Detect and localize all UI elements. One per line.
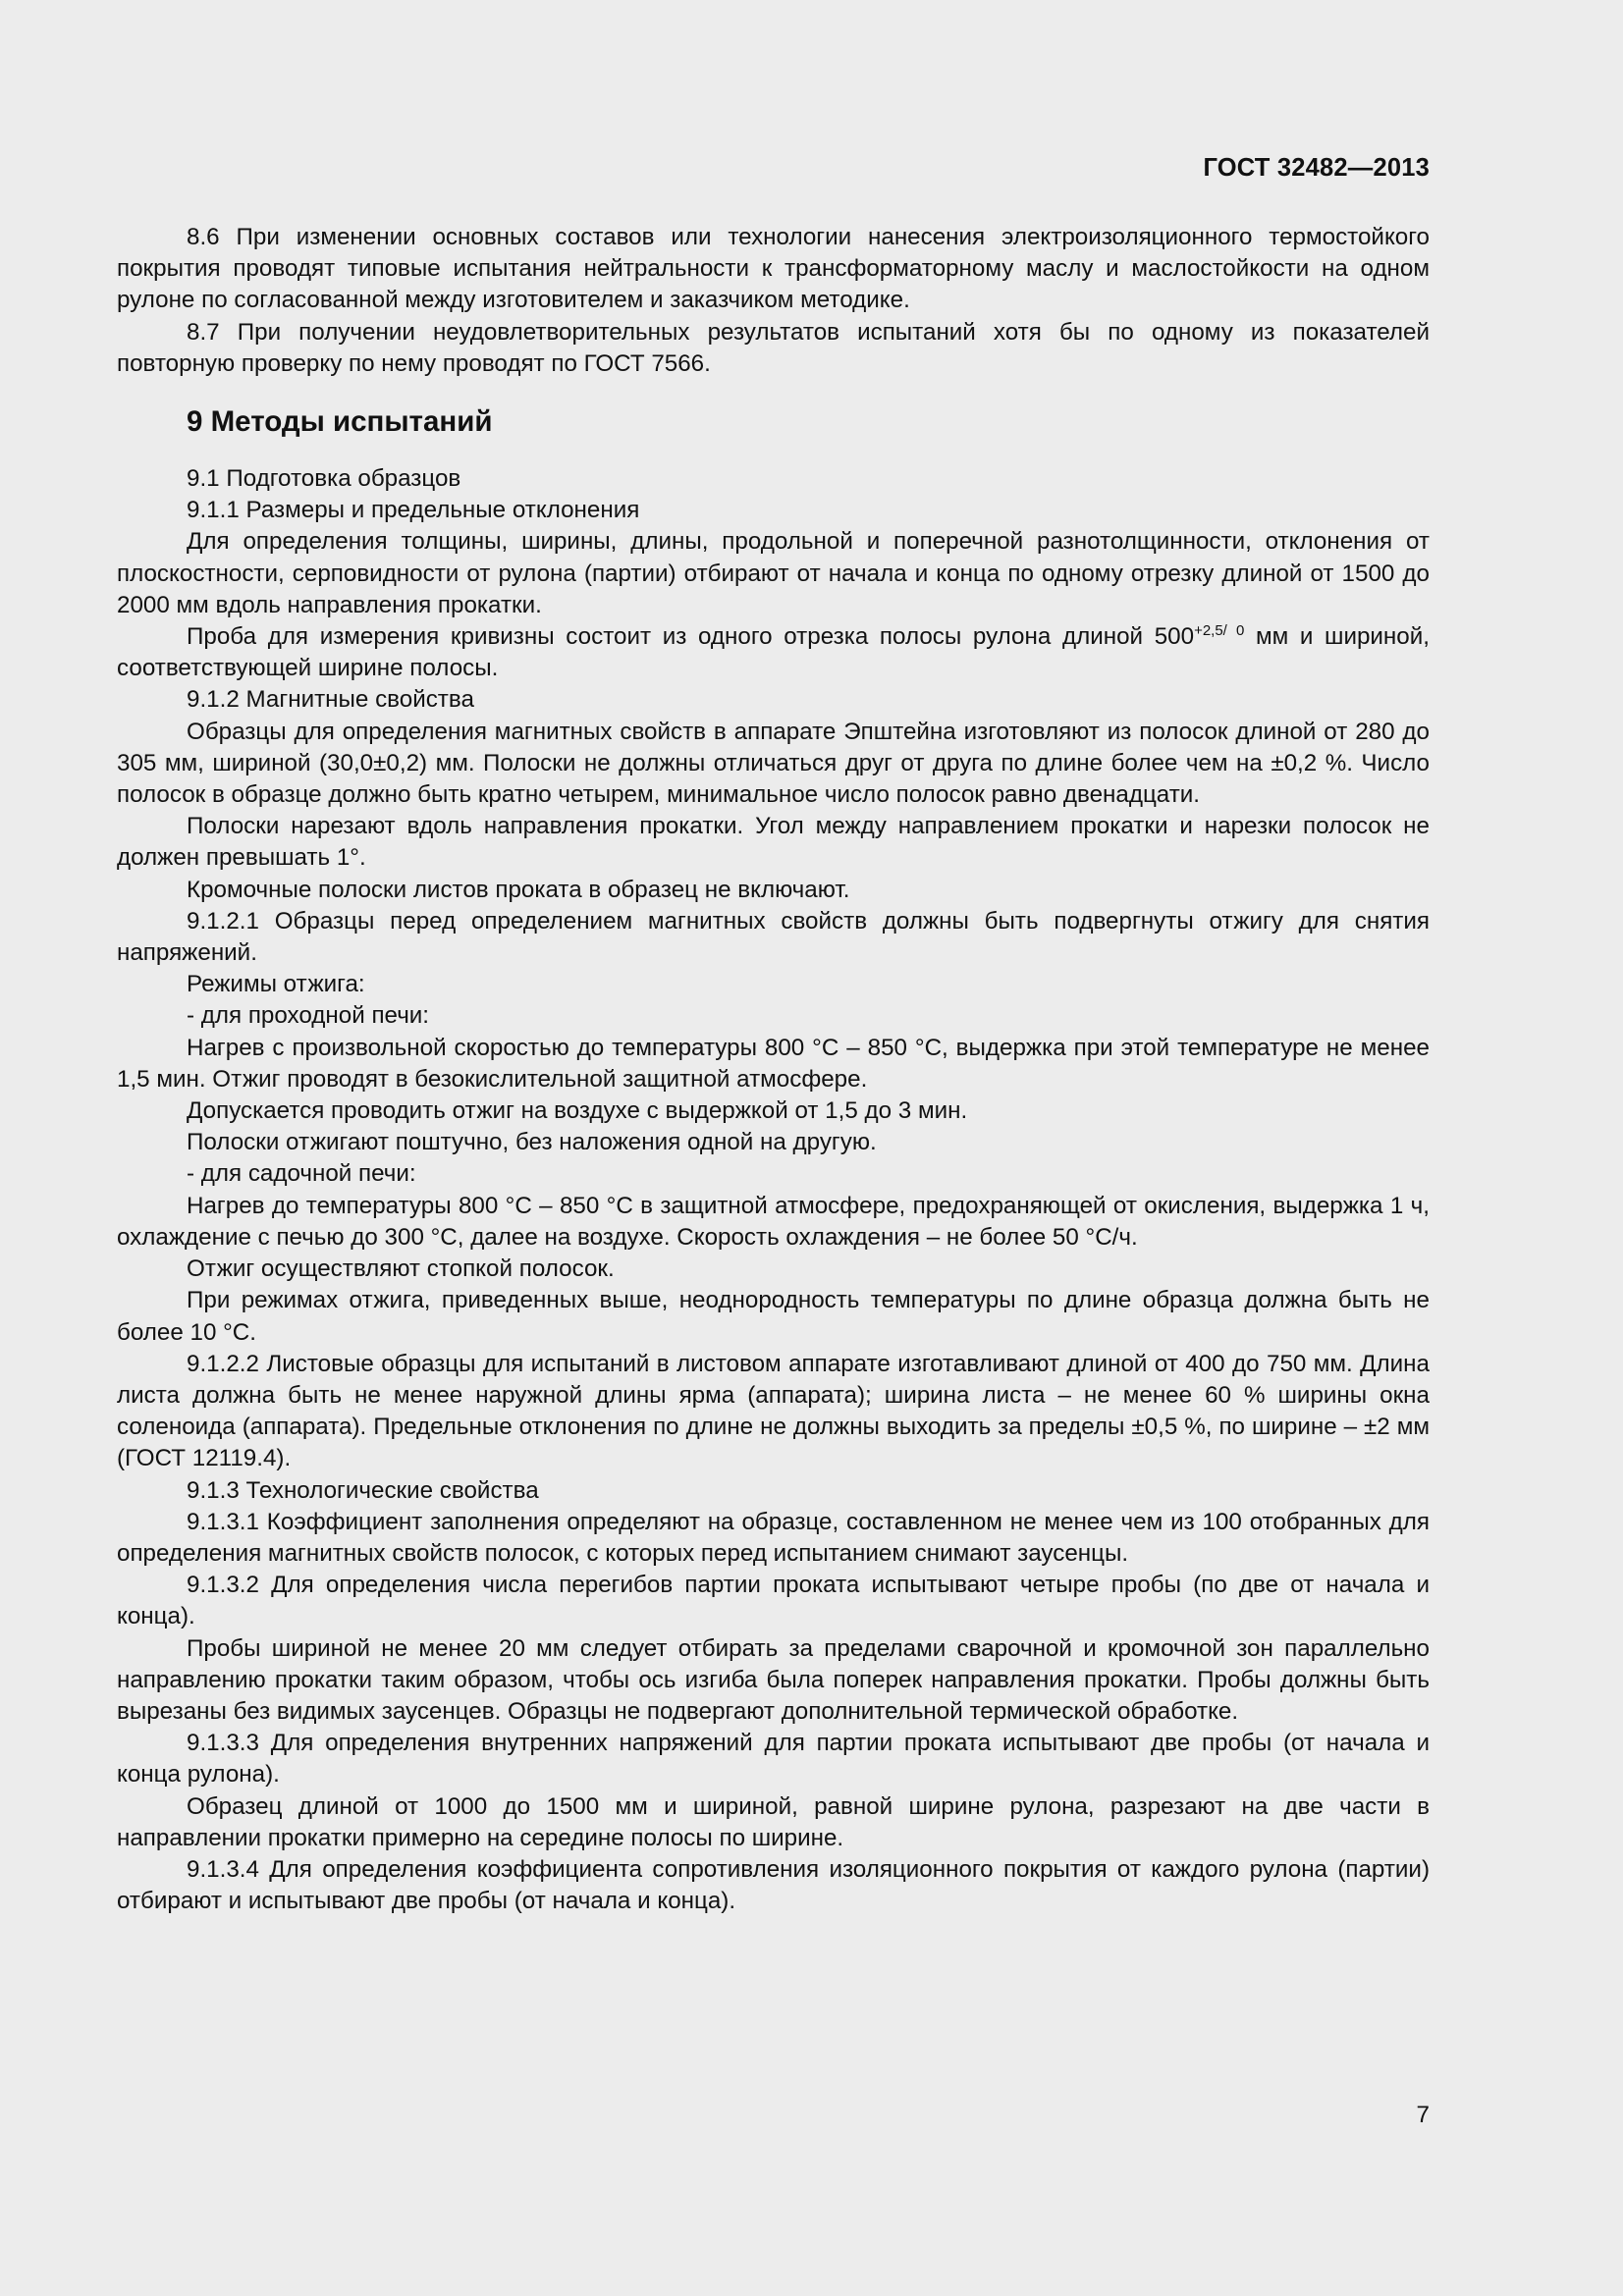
- paragraph-curvature: [117, 621, 1430, 684]
- paragraph: Кромочные полоски листов проката в образец не включают.: [187, 876, 850, 903]
- paragraph: При режимах отжига, приведенных выше, неоднородность температуры по длине образца должна быть не более 10 °С.: [117, 1287, 1430, 1346]
- curvature-text: Проба для измерения кривизны состоит из одного отрезка полосы рулона длиной 500: [187, 623, 1195, 651]
- document-number-header: ГОСТ 32482—2013: [1203, 154, 1430, 182]
- paragraph-8-6: 8.6 При изменении основных составов или технологии нанесения электроизоляционного термостойкого покрытия проводят типовые испытания нейтральности к трансформаторному маслу и маслостойкости на одном рулоне по согласованной между изготовителем и заказчиком методике.: [117, 224, 1430, 314]
- paragraph: 9.1.1 Размеры и предельные отклонения: [187, 497, 640, 524]
- paragraph: 9.1.3.4 Для определения коэффициента сопротивления изоляционного покрытия от каждого рулона (партии) отбирают и испытывают две пробы (от начала и конца).: [117, 1855, 1430, 1915]
- paragraph: - для садочной печи:: [187, 1160, 416, 1188]
- paragraph: 9.1.3.1 Коэффициент заполнения определяют на образце, составленном не менее чем из 100 отобранных для определения магнитных свойств полосок, с которых перед испытанием снимают заусенцы.: [117, 1508, 1430, 1567]
- paragraph: Образец длиной от 1000 до 1500 мм и шириной, равной ширине рулона, разрезают на две части в направлении прокатки примерно на середине полосы по ширине.: [117, 1792, 1430, 1851]
- paragraph: 9.1.3.3 Для определения внутренних напряжений для партии проката испытывают две пробы (от начала и конца рулона).: [117, 1730, 1430, 1789]
- page-number: 7: [1416, 2102, 1430, 2128]
- paragraph: Пробы шириной не менее 20 мм следует отбирать за пределами сварочной и кромочной зон параллельно направлению прокатки таким образом, чтобы ось изгиба была поперек направления прокатки. Пробы должны быть вырезаны без видимых заусенцев. Образцы не подвергают дополнительной термической обработке.: [117, 1634, 1430, 1725]
- paragraph-8-7: 8.7 При получении неудовлетворительных результатов испытаний хотя бы по одному из показателей повторную проверку по нему проводят по ГОСТ 7566.: [117, 318, 1430, 377]
- paragraph: - для проходной печи:: [187, 1002, 430, 1030]
- paragraph: 9.1.2 Магнитные свойства: [187, 686, 474, 714]
- paragraph: Полоски отжигают поштучно, без наложения одной на другую.: [187, 1129, 877, 1156]
- section-title: 9 Методы испытаний: [187, 405, 493, 439]
- paragraph: Нагрев до температуры 800 °С – 850 °С в защитной атмосфере, предохраняющей от окисления, выдержка 1 ч, охлаждение с печью до 300 °С, далее на воздухе. Скорость охлаждения – не более 50 °С/ч.: [117, 1192, 1430, 1251]
- paragraph: Для определения толщины, ширины, длины, продольной и поперечной разнотолщинности, отклонения от плоскостности, серповидности от рулона (партии) отбирают от начала и конца по одному отрезку длиной от 1500 до 2000 мм вдоль направления прокатки.: [117, 528, 1430, 618]
- paragraph: Допускается проводить отжиг на воздухе с выдержкой от 1,5 до 3 мин.: [187, 1097, 968, 1125]
- paragraph: Нагрев с произвольной скоростью до температуры 800 °С – 850 °С, выдержка при этой температуре не менее 1,5 мин. Отжиг проводят в безокислительной защитной атмосфере.: [117, 1034, 1430, 1093]
- paragraph: Режимы отжига:: [187, 971, 365, 998]
- paragraph: 9.1.3.2 Для определения числа перегибов партии проката испытывают четыре пробы (по две от начала и конца).: [117, 1572, 1430, 1630]
- paragraph: 9.1 Подготовка образцов: [187, 465, 461, 493]
- paragraph: 9.1.2.2 Листовые образцы для испытаний в листовом аппарате изготавливают длиной от 400 до 750 мм. Длина листа должна быть не менее наружной длины ярма (аппарата); ширина листа – не менее 60 % ширины окна соленоида (аппарата). Предельные отклонения по длине не должны выходить за пределы ±0,5 %, по ширине – ±2 мм (ГОСТ 12119.4).: [117, 1350, 1430, 1472]
- paragraph: Полоски нарезают вдоль направления прокатки. Угол между направлением прокатки и нарезки полосок не должен превышать 1°.: [117, 813, 1430, 872]
- paragraph: 9.1.2.1 Образцы перед определением магнитных свойств должны быть подвергнуты отжигу для снятия напряжений.: [117, 907, 1430, 967]
- paragraph: Образцы для определения магнитных свойств в аппарате Эпштейна изготовляют из полосок длиной от 280 до 305 мм, шириной (30,0±0,2) мм. Полоски не должны отличаться друг от друга по длине более чем на ±0,2 %. Число полосок в образце должно быть кратно четырем, минимальное число полосок равно двенадцати.: [117, 718, 1430, 809]
- document-body: [117, 222, 1430, 1917]
- curvature-text-end: мм и шириной, соответствующей ширине полосы.: [117, 623, 1430, 682]
- paragraph: 9.1.3 Технологические свойства: [187, 1476, 539, 1504]
- tolerance-superscript: +2,5/ 0: [1194, 621, 1245, 639]
- paragraph: Отжиг осуществляют стопкой полосок.: [187, 1255, 615, 1283]
